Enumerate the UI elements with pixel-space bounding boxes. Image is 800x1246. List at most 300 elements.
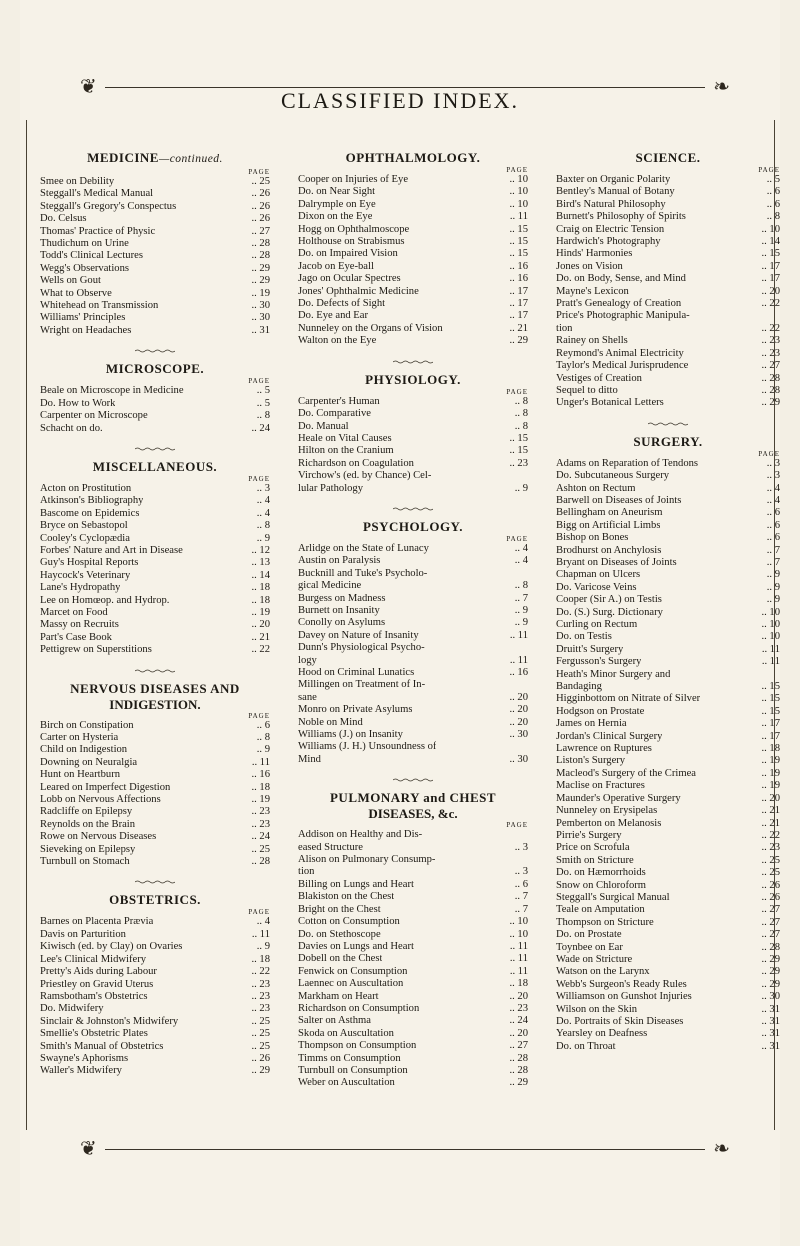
entry-title: Jago on Ocular Spectres <box>298 273 401 285</box>
entry-page-number: .. 7 <box>514 592 528 604</box>
entry-title: Bright on the Chest <box>298 903 381 915</box>
entry-title: Nunneley on the Organs of Vision <box>298 322 443 334</box>
entry-title: Reynolds on the Brain <box>40 818 136 830</box>
index-entry <box>40 557 270 569</box>
entry-page-number: .. 30 <box>761 991 780 1003</box>
page-column-label: PAGE <box>248 908 270 917</box>
entry-page-number: .. 10 <box>509 174 528 185</box>
entry-page-number: .. 6 <box>766 198 780 210</box>
entry-page-number: .. 10 <box>761 223 780 235</box>
section-divider <box>393 360 433 364</box>
index-entry <box>298 916 528 928</box>
index-entry <box>556 619 780 631</box>
index-entry <box>298 543 528 555</box>
entry-title: Hilton on the Cranium <box>298 445 394 457</box>
section-heading <box>298 790 528 805</box>
entry-title: Hunt on Heartburn <box>40 769 121 781</box>
entry-title: Markham on Heart <box>298 990 379 1002</box>
index-entry <box>556 261 780 273</box>
entry-title: Todd's Clinical Lectures <box>40 250 143 262</box>
entry-page-number: .. 18 <box>251 781 270 793</box>
entry-page-number: .. 7 <box>514 891 528 903</box>
section-heading-text: PHYSIOLOGY. <box>365 371 461 387</box>
index-entry <box>298 323 528 335</box>
index-entry <box>298 421 528 433</box>
index-entry <box>40 954 270 966</box>
index-entry <box>556 211 780 223</box>
entry-title: Bird's Natural Philosophy <box>556 198 666 210</box>
index-entry <box>298 655 528 667</box>
entry-title: Smellie's Obstetric Plates <box>40 1028 148 1040</box>
entry-title: Cooper on Injuries of Eye <box>298 174 409 185</box>
index-entry <box>298 891 528 903</box>
index-entry <box>556 174 780 186</box>
entry-title: Sequel to ditto <box>556 384 618 396</box>
entry-title: Part's Case Book <box>40 631 112 643</box>
entry-page-number: .. 20 <box>761 792 780 804</box>
entry-page-number: .. 4 <box>514 542 528 554</box>
index-entry <box>40 226 270 238</box>
index-entry <box>40 744 270 756</box>
entry-page-number: .. 20 <box>761 285 780 297</box>
entry-page-number: .. 7 <box>766 556 780 568</box>
entry-title: Laennec on Auscultation <box>298 978 404 990</box>
index-entry <box>298 335 528 347</box>
entry-title: Carpenter on Microscope <box>40 410 148 422</box>
entry-page-number: .. 17 <box>509 298 528 310</box>
entry-page-number: .. 17 <box>761 730 780 742</box>
entry-page-number: .. 31 <box>761 1003 780 1015</box>
index-entry <box>298 642 528 654</box>
entry-title: Richardson on Consumption <box>298 1002 420 1014</box>
index-entry <box>40 545 270 557</box>
entry-title: Whitehead on Transmission <box>40 300 159 312</box>
index-entry <box>298 593 528 605</box>
entry-page-number: .. 10 <box>761 619 780 630</box>
entry-page-number: .. 25 <box>251 1028 270 1040</box>
entry-page-number: .. 26 <box>251 200 270 212</box>
entry-title: Weber on Auscultation <box>298 1077 395 1089</box>
bottom-ornament <box>80 1140 730 1158</box>
entry-title: Priestley on Gravid Uterus <box>40 978 154 990</box>
index-entry <box>298 741 528 753</box>
index-entry <box>298 842 528 854</box>
entry-page-number: .. 26 <box>251 213 270 225</box>
right-flourish-icon: ❧ <box>713 1138 730 1160</box>
entry-page-number: .. 23 <box>509 457 528 469</box>
entry-title: lular Pathology <box>298 482 364 494</box>
index-entry <box>40 570 270 582</box>
entry-title: Addison on Healthy and Dis- <box>298 829 423 841</box>
entry-page-number: .. 23 <box>251 978 270 990</box>
entry-page-number: .. 8 <box>514 580 528 592</box>
entry-page-number: .. 31 <box>761 1040 780 1052</box>
index-entry <box>40 831 270 843</box>
index-entry <box>40 644 270 656</box>
section-heading-text: OBSTETRICS. <box>109 892 201 908</box>
entry-title: Bigg on Artificial Limbs <box>556 519 661 531</box>
index-entry <box>40 844 270 856</box>
entry-page-number: .. 18 <box>251 582 270 594</box>
index-entry <box>298 754 528 766</box>
entry-page-number: .. 11 <box>761 656 780 668</box>
page-column-label: PAGE <box>506 387 528 396</box>
entry-title: Do. on Body, Sense, and Mind <box>556 273 686 285</box>
entry-page-number: .. 17 <box>509 310 528 322</box>
entry-title: Do. Comparative <box>298 408 371 420</box>
index-entry <box>556 495 780 507</box>
index-entry <box>556 954 780 966</box>
entry-page-number: .. 9 <box>766 569 780 581</box>
entry-title: Bellingham on Aneurism <box>556 507 663 519</box>
entry-title: Do. Eye and Ear <box>298 310 369 322</box>
index-entry <box>556 755 780 767</box>
entry-page-number: .. 21 <box>251 631 270 643</box>
section-heading <box>40 681 270 696</box>
entry-title: Toynbee on Ear <box>556 941 623 953</box>
index-entry <box>556 793 780 805</box>
section-heading-line-2: DISEASES, &c. <box>368 806 458 822</box>
index-entry <box>556 1041 780 1053</box>
entry-page-number: .. 25 <box>251 1015 270 1027</box>
entry-title: Wells on Gout <box>40 275 101 287</box>
entry-title: Webb's Surgeon's Ready Rules <box>556 978 687 990</box>
index-column-1 <box>40 150 270 1078</box>
entry-page-number: .. 10 <box>509 916 528 928</box>
index-entry <box>298 904 528 916</box>
entry-title: Davies on Lungs and Heart <box>298 940 414 952</box>
index-entry <box>40 263 270 275</box>
index-entry <box>556 360 780 372</box>
entry-title: Hinds' Harmonies <box>556 248 633 260</box>
index-entry <box>40 495 270 507</box>
entry-title: Forbes' Nature and Art in Disease <box>40 544 183 556</box>
entry-page-number: .. 23 <box>761 842 780 854</box>
index-entry <box>556 718 780 730</box>
index-entry <box>556 335 780 347</box>
section-heading <box>40 150 270 167</box>
index-entry <box>298 211 528 223</box>
index-entry <box>556 323 780 335</box>
index-entry <box>556 780 780 792</box>
entry-page-number: .. 9 <box>766 594 780 606</box>
entry-page-number: .. 24 <box>251 831 270 843</box>
section-heading-text: MICROSCOPE. <box>105 361 205 377</box>
entry-title: Snow on Chloroform <box>556 879 647 891</box>
entry-page-number: .. 26 <box>761 879 780 891</box>
entry-page-number <box>525 568 528 580</box>
entry-title: Lawrence on Ruptures <box>556 743 652 755</box>
index-entry <box>298 929 528 941</box>
entry-title: Jones' Ophthalmic Medicine <box>298 285 419 297</box>
entry-page-number <box>525 470 528 482</box>
entry-page-number: .. 8 <box>256 732 270 743</box>
entry-title: Williamson on Gunshot Injuries <box>556 991 692 1003</box>
entry-page-number: .. 11 <box>509 629 528 641</box>
entry-title: Do. on Testis <box>556 631 612 643</box>
entry-title: Price's Photographic Manipula- <box>556 310 690 322</box>
entry-page-number: .. 25 <box>761 854 780 866</box>
entry-page-number: .. 9 <box>514 617 528 629</box>
index-entry <box>556 904 780 916</box>
entry-page-number: .. 19 <box>251 606 270 618</box>
entry-page-number: .. 29 <box>761 978 780 990</box>
index-entry <box>556 693 780 705</box>
index-entry <box>556 532 780 544</box>
entry-page-number: .. 4 <box>514 555 528 567</box>
entry-page-number: .. 27 <box>761 904 780 916</box>
section-divider <box>135 349 175 353</box>
entry-title: Kiwisch (ed. by Clay) on Ovaries <box>40 941 183 953</box>
entry-title: Watson on the Larynx <box>556 966 650 978</box>
entry-page-number: .. 9 <box>514 604 528 616</box>
index-entry <box>298 854 528 866</box>
index-entry <box>298 273 528 285</box>
entry-title: Unger's Botanical Letters <box>556 397 664 409</box>
section-heading-text: NERVOUS DISEASES AND <box>70 680 240 696</box>
entry-page-number: .. 30 <box>509 729 528 741</box>
entry-title: Bascome on Epidemics <box>40 507 140 519</box>
entry-page-number: .. 6 <box>766 532 780 544</box>
entry-title: Davis on Parturition <box>40 928 126 940</box>
entry-title: Jones on Vision <box>556 260 623 272</box>
entry-title: Noble on Mind <box>298 716 363 728</box>
index-entry <box>40 201 270 213</box>
entry-page-number: .. 29 <box>251 262 270 274</box>
entry-page-number: .. 13 <box>251 557 270 569</box>
entry-page-number: .. 9 <box>514 482 528 494</box>
section-heading <box>298 150 528 165</box>
entry-title: Do. on Near Sight <box>298 186 376 198</box>
index-entry <box>298 186 528 198</box>
index-column-2 <box>298 150 528 1090</box>
entry-title: Wright on Headaches <box>40 324 132 336</box>
entry-page-number: .. 20 <box>251 619 270 631</box>
index-entry <box>40 410 270 422</box>
index-entry <box>556 681 780 693</box>
index-entry <box>40 508 270 520</box>
entry-page-number: .. 18 <box>251 594 270 606</box>
index-entry <box>556 942 780 954</box>
entry-page-number: .. 15 <box>761 705 780 717</box>
entry-title: Yearsley on Deafness <box>556 1028 648 1040</box>
index-entry <box>298 445 528 457</box>
entry-title: Rainey on Shells <box>556 335 628 347</box>
section-heading <box>40 892 270 907</box>
entry-title: Bucknill and Tuke's Psycholo- <box>298 567 428 579</box>
index-entry <box>556 731 780 743</box>
index-entry <box>40 312 270 324</box>
entry-page-number: .. 12 <box>251 544 270 556</box>
index-entry <box>556 286 780 298</box>
entry-title: Higginbottom on Nitrate of Silver <box>556 693 701 705</box>
entry-title: Richardson on Coagulation <box>298 457 414 469</box>
entry-page-number: .. 19 <box>251 794 270 806</box>
page-column-label: PAGE <box>248 377 270 386</box>
entry-title: Do. Subcutaneous Surgery <box>556 470 670 482</box>
entry-title: Heale on Vital Causes <box>298 432 392 444</box>
entry-page-number: .. 29 <box>761 966 780 978</box>
entry-title: Do. on Impaired Vision <box>298 248 398 260</box>
entry-page-number: .. 28 <box>251 856 270 868</box>
entry-title: Billing on Lungs and Heart <box>298 878 414 890</box>
entry-title: Thudichum on Urine <box>40 238 129 250</box>
entry-page-number: .. 27 <box>761 929 780 941</box>
section-heading-text: SURGERY. <box>633 433 703 449</box>
index-entry <box>298 555 528 567</box>
entry-title: Marcet on Food <box>40 606 108 618</box>
entry-page-number: .. 15 <box>509 445 528 457</box>
entry-title: Child on Indigestion <box>40 744 128 756</box>
entry-page-number: .. 18 <box>761 743 780 755</box>
entry-page-number <box>525 829 528 841</box>
entry-title: Do. on Hæmorrhoids <box>556 867 646 879</box>
section-heading <box>556 150 780 165</box>
entry-page-number <box>777 669 780 681</box>
entry-title: Do. (S.) Surg. Dictionary <box>556 606 663 618</box>
entry-page-number: .. 6 <box>766 186 780 198</box>
index-entry <box>556 644 780 656</box>
section-heading-text: PSYCHOLOGY. <box>362 518 463 534</box>
entry-page-number: .. 19 <box>761 767 780 779</box>
entry-title: Smith on Stricture <box>556 854 634 866</box>
entry-title: Walton on the Eye <box>298 335 377 347</box>
entry-page-number: .. 14 <box>761 236 780 248</box>
entry-title: Cooper (Sir A.) on Testis <box>556 594 662 606</box>
entry-page-number: .. 11 <box>761 643 780 655</box>
index-entry <box>556 310 780 322</box>
index-entry <box>40 300 270 312</box>
index-entry <box>40 520 270 532</box>
index-entry <box>40 1028 270 1040</box>
entry-title: Bryce on Sebastopol <box>40 520 128 532</box>
index-entry <box>298 261 528 273</box>
index-entry <box>40 275 270 287</box>
entry-page-number: .. 4 <box>256 916 270 928</box>
index-entry <box>298 1015 528 1027</box>
index-entry <box>556 656 780 668</box>
index-entry <box>40 1053 270 1065</box>
entry-page-number: .. 11 <box>509 654 528 666</box>
index-entry <box>556 348 780 360</box>
index-entry <box>40 619 270 631</box>
index-entry <box>298 310 528 322</box>
entry-title: Lane's Hydropathy <box>40 582 121 594</box>
entry-title: Blakiston on the Chest <box>298 891 395 903</box>
index-entry <box>298 408 528 420</box>
entry-page-number: .. 28 <box>509 1052 528 1064</box>
entry-page-number: .. 28 <box>761 372 780 384</box>
index-entry <box>40 385 270 397</box>
entry-title: Timms on Consumption <box>298 1052 401 1064</box>
index-entry <box>40 1003 270 1015</box>
entry-page-number: .. 27 <box>251 225 270 237</box>
entry-page-number: .. 11 <box>251 756 270 768</box>
entry-title: Millingen on Treatment of In- <box>298 679 426 691</box>
index-entry <box>556 458 780 470</box>
entry-page-number: .. 8 <box>256 520 270 532</box>
entry-page-number: .. 27 <box>761 360 780 372</box>
section-divider <box>135 447 175 451</box>
entry-title: Mind <box>298 753 321 765</box>
index-entry <box>298 458 528 470</box>
entry-title: gical Medicine <box>298 580 362 592</box>
index-entry <box>556 842 780 854</box>
entry-title: Austin on Paralysis <box>298 555 381 567</box>
entry-page-number: .. 29 <box>509 1077 528 1089</box>
index-entry <box>298 941 528 953</box>
section-heading <box>298 519 528 534</box>
page-column-label: PAGE <box>758 166 780 174</box>
index-entry <box>40 966 270 978</box>
page-column-label: PAGE <box>758 449 780 458</box>
entry-title: Sinclair & Johnston's Midwifery <box>40 1015 179 1027</box>
index-entry <box>40 533 270 545</box>
entry-page-number: .. 23 <box>251 990 270 1002</box>
index-entry <box>40 819 270 831</box>
entry-page-number: .. 6 <box>766 519 780 531</box>
index-entry <box>40 720 270 732</box>
section-divider <box>393 507 433 511</box>
entry-title: Haycock's Veterinary <box>40 569 131 581</box>
entry-page-number: .. 30 <box>251 312 270 324</box>
index-entry <box>298 879 528 891</box>
index-entry <box>40 757 270 769</box>
entry-page-number: .. 4 <box>766 482 780 494</box>
entry-page-number: .. 17 <box>509 285 528 297</box>
entry-title: Hogg on Ophthalmoscope <box>298 223 410 235</box>
entry-page-number: .. 3 <box>766 457 780 469</box>
entry-page-number: .. 17 <box>761 260 780 272</box>
entry-page-number: .. 8 <box>514 408 528 420</box>
entry-title: Do. Manual <box>298 420 349 432</box>
page-column-label: PAGE <box>248 474 270 483</box>
index-entry <box>40 856 270 868</box>
section-divider <box>135 880 175 884</box>
index-entry <box>40 794 270 806</box>
index-entry <box>556 186 780 198</box>
entry-title: Do. Celsus <box>40 213 87 225</box>
index-entry <box>298 298 528 310</box>
index-entry <box>556 1016 780 1028</box>
index-entry <box>556 818 780 830</box>
entry-page-number: .. 18 <box>251 953 270 965</box>
left-margin-rule <box>26 120 27 1130</box>
entry-title: Williams' Principles <box>40 312 126 324</box>
entry-title: Steggall's Medical Manual <box>40 188 154 200</box>
entry-page-number: .. 5 <box>256 385 270 397</box>
section-heading <box>40 361 270 376</box>
index-entry <box>298 1065 528 1077</box>
entry-page-number: .. 23 <box>251 806 270 818</box>
index-entry <box>556 805 780 817</box>
entry-page-number: .. 23 <box>761 335 780 347</box>
section-heading <box>40 459 270 474</box>
entry-page-number: .. 31 <box>251 324 270 336</box>
entry-title: Wegg's Observations <box>40 262 130 274</box>
index-entry <box>40 1016 270 1028</box>
entry-title: Burgess on Madness <box>298 592 386 604</box>
entry-page-number: .. 11 <box>509 211 528 223</box>
entry-title: Teale on Amputation <box>556 904 645 916</box>
index-entry <box>298 224 528 236</box>
index-entry <box>298 568 528 580</box>
index-entry <box>298 199 528 211</box>
entry-title: logy <box>298 654 317 666</box>
entry-title: Dobell on the Chest <box>298 953 383 965</box>
entry-page-number: .. 23 <box>509 1002 528 1014</box>
entry-title: Taylor's Medical Jurisprudence <box>556 360 689 372</box>
